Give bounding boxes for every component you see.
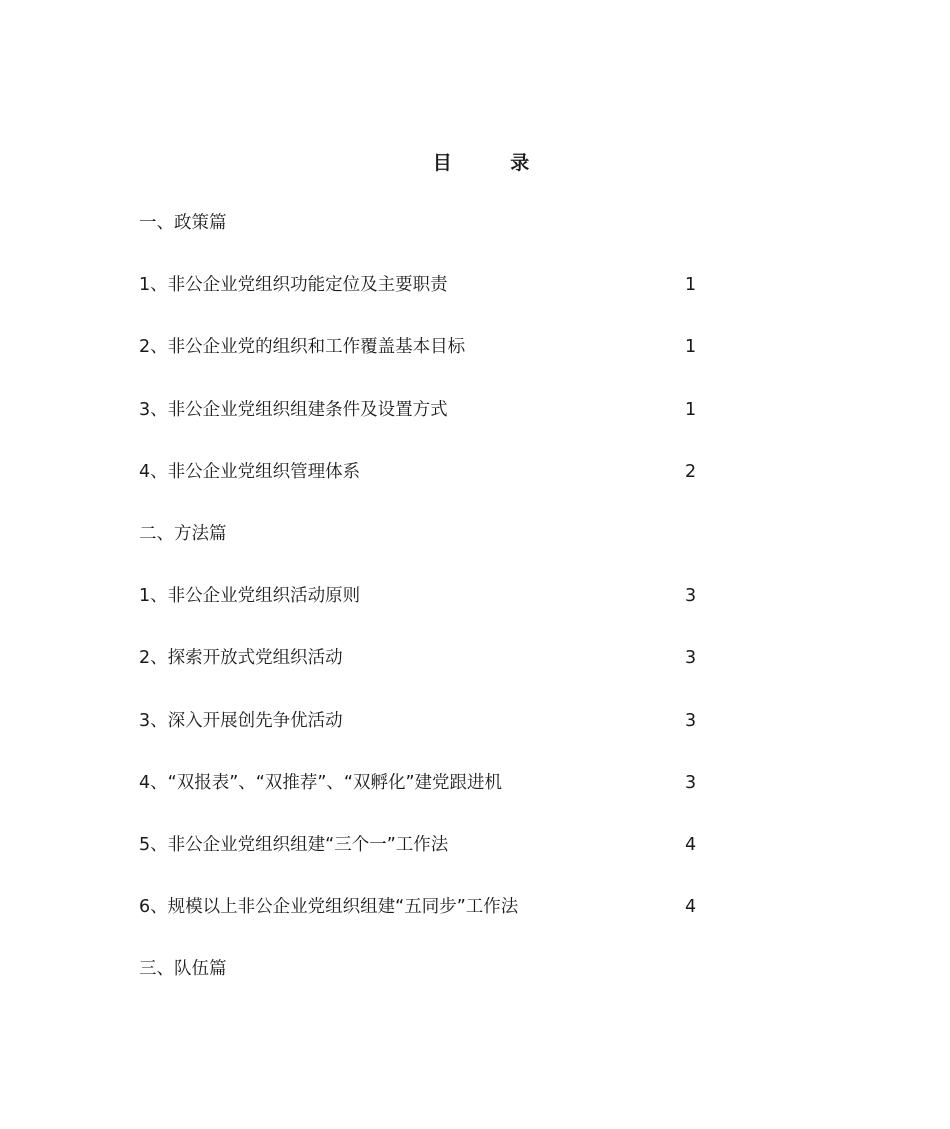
toc-entry-page: 3 [685, 772, 697, 793]
toc-entry [139, 643, 709, 705]
toc-entry-label: 一、政策篇 [139, 213, 227, 233]
toc-section-heading [139, 954, 709, 1016]
toc-entry [139, 332, 709, 394]
toc-entry-label: 4、非公企业党组织管理体系 [139, 461, 361, 482]
toc-entry [139, 706, 709, 768]
toc-title: 目 录 [432, 152, 556, 174]
toc-entry-label: 1、非公企业党组织功能定位及主要职责 [139, 275, 448, 296]
toc-entry [139, 270, 709, 332]
toc-entry-label: 三、队伍篇 [139, 959, 227, 980]
toc-entry-label: 3、非公企业党组织组建条件及设置方式 [139, 399, 448, 420]
toc-entry-label: 6、规模以上非公企业党组织组建“五同步”工作法 [139, 897, 519, 918]
toc-entry-page: 1 [685, 337, 697, 358]
toc-entry-label: 3、深入开展创先争优活动 [139, 710, 343, 731]
toc-entry [139, 830, 709, 892]
toc-entry-label: 4、“双报表”、“双推荐”、“双孵化”建党跟进机 [139, 772, 503, 793]
toc-entry-page: 3 [685, 648, 697, 669]
toc-entry-label: 2、探索开放式党组织活动 [139, 648, 343, 669]
toc-entry-page: 3 [685, 710, 697, 731]
toc-entry-page: 4 [685, 897, 697, 918]
toc-list [139, 208, 709, 1016]
toc-entry [139, 768, 709, 830]
toc-entry-page: 1 [685, 399, 697, 420]
toc-entry-label: 1、非公企业党组织活动原则 [139, 586, 361, 607]
toc-entry [139, 457, 709, 519]
toc-entry-label: 2、非公企业党的组织和工作覆盖基本目标 [139, 337, 466, 358]
toc-section-heading [139, 519, 709, 581]
toc-entry-page: 2 [685, 461, 697, 482]
toc-section-heading [139, 208, 709, 270]
toc-entry-page: 4 [685, 834, 697, 855]
toc-entry-label: 二、方法篇 [139, 523, 227, 544]
toc-entry [139, 892, 709, 954]
toc-entry [139, 395, 709, 457]
toc-entry-page: 1 [685, 275, 697, 296]
toc-entry-label: 5、非公企业党组织组建“三个一”工作法 [139, 834, 449, 855]
toc-entry-page: 3 [685, 586, 697, 607]
toc-entry [139, 581, 709, 643]
